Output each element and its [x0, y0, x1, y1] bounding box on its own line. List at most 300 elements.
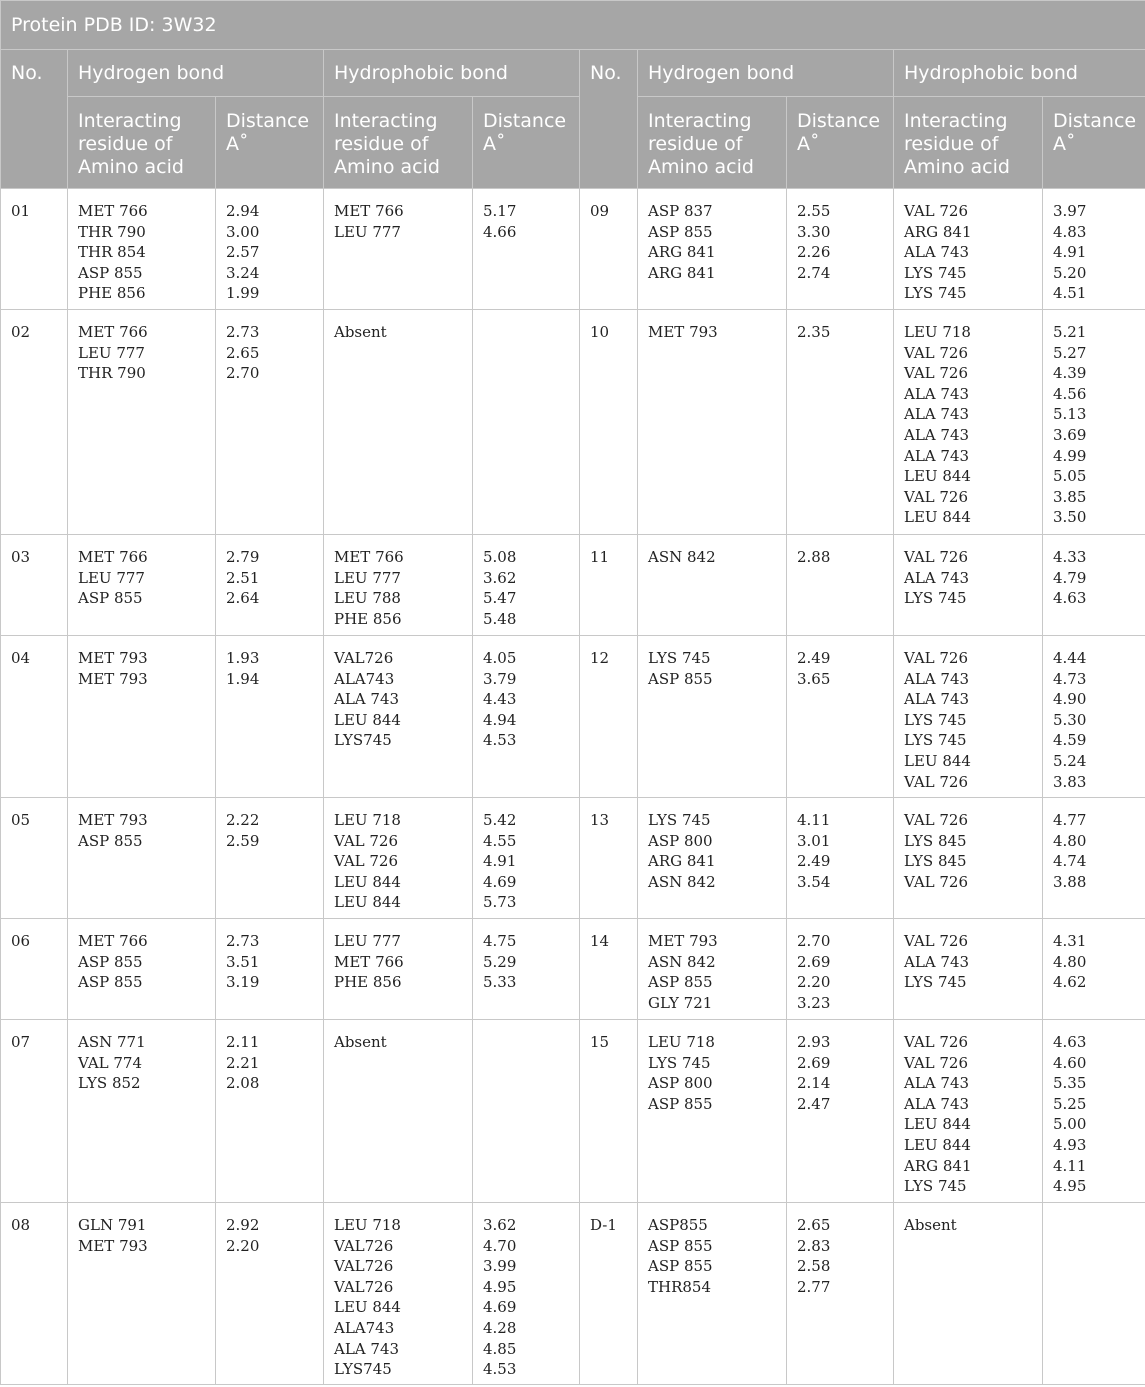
cell-line: 2.14: [797, 1074, 831, 1093]
cell-line: LEU 718: [334, 811, 401, 829]
cell-line: 4.55: [483, 831, 517, 850]
cell-line: 4.39: [1053, 364, 1087, 383]
cell-line: LYS745: [334, 1360, 392, 1379]
column-no-left: No.: [1, 50, 68, 189]
cell-line: VAL 774: [78, 1053, 143, 1072]
cell-line: 4.11: [1053, 1156, 1087, 1175]
cell-line: 3.01: [797, 831, 831, 850]
cell-line: 5.08: [483, 548, 517, 566]
cell-line: 4.95: [483, 1277, 517, 1296]
cell-line: 4.80: [1053, 831, 1087, 850]
cell-line: ASP 855: [78, 973, 143, 992]
cell-line: 2.69: [797, 1053, 831, 1072]
hbond-distances-cell: [216, 310, 324, 535]
hbond-distances-cell: [787, 535, 894, 636]
hydrophobic-distances-cell: [473, 189, 580, 310]
cell-line: 4.75: [483, 932, 517, 950]
cell-line: 4.95: [1053, 1177, 1087, 1196]
cell-line: MET 793: [78, 649, 148, 667]
cell-line: 5.73: [483, 893, 517, 912]
hydrophobic-residues-cell: [894, 1020, 1043, 1203]
hbond-residues-cell: [638, 1020, 787, 1203]
cell-line: 5.48: [483, 609, 517, 628]
cell-line: LYS 845: [904, 831, 967, 850]
compound-number-cell: 01: [1, 189, 68, 310]
cell-line: 4.31: [1053, 932, 1087, 950]
cell-line: 4.69: [483, 872, 517, 891]
cell-line: 2.83: [797, 1236, 831, 1255]
table-row: [1, 310, 1145, 535]
cell-line: ARG 841: [648, 263, 716, 282]
cell-line: 5.21: [1053, 323, 1087, 341]
cell-line: ARG 841: [648, 243, 716, 262]
hbond-residues-cell: [638, 535, 787, 636]
cell-line: 2.26: [797, 243, 831, 262]
subheader-hp-residue-right: Interacting residue of Amino acid: [894, 97, 1043, 189]
group-hydrophobic-bond-right: Hydrophobic bond: [894, 50, 1145, 97]
cell-line: MET 793: [648, 323, 718, 341]
compound-number-cell: 06: [1, 919, 68, 1020]
compound-number-cell: 09: [580, 189, 638, 310]
compound-number-cell: 12: [580, 636, 638, 798]
cell-line: LEU 844: [334, 710, 401, 729]
cell-line: VAL 726: [904, 649, 969, 667]
hbond-residues-cell: [68, 636, 216, 798]
cell-line: 3.83: [1053, 772, 1087, 791]
cell-line: 2.21: [226, 1053, 260, 1072]
cell-line: 4.85: [483, 1339, 517, 1358]
cell-line: ALA 743: [904, 568, 970, 587]
cell-line: 4.69: [483, 1298, 517, 1317]
cell-line: 5.33: [483, 973, 517, 992]
cell-line: LEU 777: [334, 932, 401, 950]
cell-line: THR 790: [78, 222, 146, 241]
cell-line: LYS 745: [904, 710, 967, 729]
cell-line: 3.51: [226, 952, 260, 971]
cell-line: LEU 777: [334, 568, 401, 587]
cell-line: 2.49: [797, 649, 831, 667]
cell-line: ALA 743: [904, 446, 970, 465]
cell-line: 5.17: [483, 202, 517, 220]
cell-line: VAL 726: [904, 1033, 969, 1051]
cell-line: 3.50: [1053, 508, 1087, 527]
cell-line: 4.91: [483, 852, 517, 871]
cell-line: MET 766: [78, 202, 148, 220]
cell-line: 3.00: [226, 222, 260, 241]
hbond-residues-cell: [638, 919, 787, 1020]
cell-line: 1.93: [226, 649, 260, 667]
cell-line: 5.30: [1053, 710, 1087, 729]
cell-line: 2.92: [226, 1216, 260, 1234]
hydrophobic-distances-cell: [473, 798, 580, 919]
cell-line: LEU 844: [904, 1115, 971, 1134]
cell-line: ALA 743: [904, 425, 970, 444]
hydrophobic-residues-cell: [324, 189, 473, 310]
cell-line: 2.57: [226, 243, 260, 262]
compound-number-cell: 13: [580, 798, 638, 919]
subheader-hb-distance-right: Distance A˚: [787, 97, 894, 189]
hydrophobic-distances-cell: [1043, 636, 1145, 798]
compound-number-cell: D-1: [580, 1203, 638, 1385]
cell-line: LEU 844: [334, 893, 401, 912]
cell-line: 4.51: [1053, 284, 1087, 303]
hydrophobic-distances-cell: [473, 636, 580, 798]
cell-line: 4.90: [1053, 690, 1087, 709]
hydrophobic-distances-cell: [473, 1020, 580, 1203]
cell-line: 3.24: [226, 263, 260, 282]
cell-line: ASP 855: [648, 973, 713, 992]
cell-line: VAL 726: [904, 932, 969, 950]
cell-line: PHE 856: [334, 973, 402, 992]
table-row: [1, 189, 1145, 310]
cell-line: VAL726: [334, 1257, 394, 1276]
compound-number-cell: 07: [1, 1020, 68, 1203]
cell-line: VAL 726: [334, 831, 399, 850]
cell-line: LYS745: [334, 731, 392, 750]
cell-line: 5.35: [1053, 1074, 1087, 1093]
cell-line: 5.42: [483, 811, 517, 829]
cell-line: 4.66: [483, 222, 517, 241]
cell-line: MET 793: [78, 1236, 148, 1255]
hbond-residues-cell: [68, 535, 216, 636]
cell-line: LYS 745: [648, 649, 711, 667]
cell-line: ASP 855: [648, 222, 713, 241]
hbond-distances-cell: [216, 535, 324, 636]
cell-line: 2.49: [797, 852, 831, 871]
cell-line: 4.94: [483, 710, 517, 729]
cell-line: 4.63: [1053, 589, 1087, 608]
cell-line: 4.33: [1053, 548, 1087, 566]
cell-line: ALA 743: [904, 384, 970, 403]
cell-line: 3.99: [483, 1257, 517, 1276]
hbond-distances-cell: [787, 310, 894, 535]
cell-line: 4.56: [1053, 384, 1087, 403]
cell-line: 4.05: [483, 649, 517, 667]
cell-line: LYS 745: [904, 731, 967, 750]
cell-line: 4.83: [1053, 222, 1087, 241]
cell-line: LEU 777: [78, 568, 145, 587]
hbond-distances-cell: [216, 189, 324, 310]
compound-number-cell: 03: [1, 535, 68, 636]
cell-line: LYS 745: [904, 284, 967, 303]
cell-line: 2.77: [797, 1277, 831, 1296]
cell-line: ASP 855: [78, 952, 143, 971]
cell-line: 5.47: [483, 589, 517, 608]
compound-number-cell: 08: [1, 1203, 68, 1385]
hbond-residues-cell: [638, 310, 787, 535]
table-row: [1, 636, 1145, 798]
cell-line: ASP 855: [648, 1236, 713, 1255]
table-row: [1, 798, 1145, 919]
table-title: Protein PDB ID: 3W32: [1, 1, 1145, 50]
cell-line: MET 766: [334, 952, 404, 971]
cell-line: 4.70: [483, 1236, 517, 1255]
hydrophobic-residues-cell: [324, 310, 473, 535]
cell-line: LYS 745: [648, 811, 711, 829]
hydrophobic-distances-cell: [1043, 1203, 1145, 1385]
cell-line: ARG 841: [904, 1156, 972, 1175]
cell-line: 3.23: [797, 993, 831, 1012]
cell-line: 2.69: [797, 952, 831, 971]
cell-line: LYS 745: [904, 263, 967, 282]
group-hydrophobic-bond-left: Hydrophobic bond: [324, 50, 580, 97]
subheader-hb-residue-left: Interacting residue of Amino acid: [68, 97, 216, 189]
cell-line: MET 766: [334, 548, 404, 566]
hydrophobic-residues-cell: [324, 1020, 473, 1203]
cell-line: 2.20: [226, 1236, 260, 1255]
compound-number-cell: 04: [1, 636, 68, 798]
cell-line: 2.11: [226, 1033, 260, 1051]
cell-line: LEU 844: [334, 1298, 401, 1317]
cell-line: 4.77: [1053, 811, 1087, 829]
cell-line: 5.00: [1053, 1115, 1087, 1134]
cell-line: VAL 726: [904, 872, 969, 891]
subheader-hp-distance-left: Distance A˚: [473, 97, 580, 189]
cell-line: 1.99: [226, 284, 260, 303]
cell-line: PHE 856: [78, 284, 146, 303]
hbond-distances-cell: [216, 919, 324, 1020]
hydrophobic-distances-cell: [473, 919, 580, 1020]
hbond-residues-cell: [638, 1203, 787, 1385]
group-hydrogen-bond-left: Hydrogen bond: [68, 50, 324, 97]
hbond-distances-cell: [787, 636, 894, 798]
cell-line: 5.24: [1053, 751, 1087, 770]
cell-line: ASP 855: [648, 669, 713, 688]
cell-line: ASN 842: [648, 548, 716, 566]
cell-line: 4.59: [1053, 731, 1087, 750]
cell-line: 3.54: [797, 872, 831, 891]
cell-line: LYS 745: [904, 589, 967, 608]
cell-line: ALA 743: [904, 690, 970, 709]
cell-line: ASP 800: [648, 831, 713, 850]
cell-line: 4.93: [1053, 1135, 1087, 1154]
cell-line: Absent: [334, 323, 387, 341]
hbond-residues-cell: [638, 189, 787, 310]
hydrophobic-residues-cell: [894, 189, 1043, 310]
cell-line: 4.28: [483, 1318, 517, 1337]
hbond-residues-cell: [68, 1020, 216, 1203]
cell-line: MET 793: [648, 932, 718, 950]
cell-line: 2.70: [797, 932, 831, 950]
hydrophobic-residues-cell: [894, 798, 1043, 919]
cell-line: 2.79: [226, 548, 260, 566]
hbond-distances-cell: [216, 636, 324, 798]
cell-line: VAL 726: [334, 852, 399, 871]
hydrophobic-distances-cell: [1043, 919, 1145, 1020]
cell-line: ASP 837: [648, 202, 713, 220]
cell-line: THR 790: [78, 364, 146, 383]
hbond-residues-cell: [68, 310, 216, 535]
cell-line: 2.59: [226, 831, 260, 850]
hbond-distances-cell: [787, 919, 894, 1020]
cell-line: 3.79: [483, 669, 517, 688]
cell-line: LEU 844: [904, 508, 971, 527]
cell-line: ASP 800: [648, 1074, 713, 1093]
subheader-hb-residue-right: Interacting residue of Amino acid: [638, 97, 787, 189]
cell-line: ALA743: [334, 669, 395, 688]
hydrophobic-distances-cell: [473, 310, 580, 535]
cell-line: ALA 743: [334, 1339, 400, 1358]
hbond-residues-cell: [638, 636, 787, 798]
hydrophobic-distances-cell: [1043, 189, 1145, 310]
cell-line: VAL 726: [904, 1053, 969, 1072]
cell-line: LEU 777: [334, 222, 401, 241]
cell-line: 2.65: [797, 1216, 831, 1234]
cell-line: GLN 791: [78, 1216, 147, 1234]
cell-line: ARG 841: [648, 852, 716, 871]
cell-line: LEU 844: [904, 751, 971, 770]
compound-number-cell: 05: [1, 798, 68, 919]
compound-number-cell: 14: [580, 919, 638, 1020]
hydrophobic-distances-cell: [1043, 310, 1145, 535]
cell-line: 3.88: [1053, 872, 1087, 891]
cell-line: Absent: [904, 1216, 957, 1234]
hbond-distances-cell: [216, 798, 324, 919]
cell-line: 4.91: [1053, 243, 1087, 262]
hydrophobic-residues-cell: [894, 919, 1043, 1020]
cell-line: 2.47: [797, 1094, 831, 1113]
cell-line: ARG 841: [904, 222, 972, 241]
cell-line: 5.29: [483, 952, 517, 971]
cell-line: 2.20: [797, 973, 831, 992]
cell-line: ASN 842: [648, 872, 716, 891]
hbond-residues-cell: [68, 189, 216, 310]
cell-line: LEU 718: [648, 1033, 715, 1051]
compound-number-cell: 15: [580, 1020, 638, 1203]
cell-line: LYS 845: [904, 852, 967, 871]
cell-line: LEU 844: [334, 872, 401, 891]
cell-line: ALA 743: [904, 1074, 970, 1093]
subheader-hb-distance-left: Distance A˚: [216, 97, 324, 189]
cell-line: 4.80: [1053, 952, 1087, 971]
cell-line: ALA 743: [334, 690, 400, 709]
cell-line: 2.08: [226, 1074, 260, 1093]
compound-number-cell: 10: [580, 310, 638, 535]
hydrophobic-residues-cell: [324, 1203, 473, 1385]
cell-line: ASP 855: [78, 263, 143, 282]
cell-line: ASP 855: [78, 831, 143, 850]
hydrophobic-distances-cell: [473, 535, 580, 636]
subheader-hp-residue-left: Interacting residue of Amino acid: [324, 97, 473, 189]
cell-line: VAL 726: [904, 811, 969, 829]
cell-line: 2.94: [226, 202, 260, 220]
cell-line: 5.27: [1053, 343, 1087, 362]
cell-line: 2.74: [797, 263, 831, 282]
table-body: [1, 189, 1145, 1385]
hbond-distances-cell: [787, 1020, 894, 1203]
cell-line: 4.62: [1053, 973, 1087, 992]
table-row: [1, 1203, 1145, 1385]
compound-number-cell: 02: [1, 310, 68, 535]
cell-line: VAL726: [334, 1277, 394, 1296]
hbond-residues-cell: [68, 1203, 216, 1385]
hbond-distances-cell: [787, 1203, 894, 1385]
cell-line: 2.65: [226, 343, 260, 362]
cell-line: 4.53: [483, 1360, 517, 1379]
column-no-right: No.: [580, 50, 638, 189]
cell-line: 3.69: [1053, 425, 1087, 444]
cell-line: VAL726: [334, 1236, 394, 1255]
hydrophobic-distances-cell: [1043, 1020, 1145, 1203]
cell-line: MET 766: [78, 323, 148, 341]
cell-line: 2.55: [797, 202, 831, 220]
cell-line: THR854: [648, 1277, 712, 1296]
hydrophobic-distances-cell: [473, 1203, 580, 1385]
cell-line: 2.64: [226, 589, 260, 608]
hbond-distances-cell: [216, 1020, 324, 1203]
cell-line: 4.74: [1053, 852, 1087, 871]
cell-line: GLY 721: [648, 993, 713, 1012]
hbond-distances-cell: [787, 189, 894, 310]
cell-line: ALA 743: [904, 243, 970, 262]
cell-line: 3.97: [1053, 202, 1087, 220]
cell-line: 2.22: [226, 811, 260, 829]
cell-line: VAL 726: [904, 343, 969, 362]
hydrophobic-residues-cell: [324, 798, 473, 919]
cell-line: 4.99: [1053, 446, 1087, 465]
cell-line: 3.65: [797, 669, 831, 688]
cell-line: 4.53: [483, 731, 517, 750]
cell-line: 5.20: [1053, 263, 1087, 282]
cell-line: MET 766: [78, 932, 148, 950]
group-hydrogen-bond-right: Hydrogen bond: [638, 50, 894, 97]
cell-line: LEU 718: [334, 1216, 401, 1234]
hbond-residues-cell: [68, 919, 216, 1020]
compound-number-cell: 11: [580, 535, 638, 636]
cell-line: 4.73: [1053, 669, 1087, 688]
hbond-residues-cell: [638, 798, 787, 919]
cell-line: VAL726: [334, 649, 394, 667]
cell-line: 2.88: [797, 548, 831, 566]
cell-line: 5.05: [1053, 467, 1087, 486]
cell-line: 2.51: [226, 568, 260, 587]
cell-line: 5.25: [1053, 1094, 1087, 1113]
cell-line: 2.35: [797, 323, 831, 341]
cell-line: 3.85: [1053, 487, 1087, 506]
cell-line: LEU 844: [904, 467, 971, 486]
cell-line: ASP 855: [78, 589, 143, 608]
cell-line: MET 766: [78, 548, 148, 566]
cell-line: 5.13: [1053, 405, 1087, 424]
hbond-distances-cell: [216, 1203, 324, 1385]
subheader-hp-distance-right: Distance A˚: [1043, 97, 1145, 189]
cell-line: 1.94: [226, 669, 260, 688]
cell-line: VAL 726: [904, 202, 969, 220]
cell-line: 2.93: [797, 1033, 831, 1051]
hbond-distances-cell: [787, 798, 894, 919]
cell-line: THR 854: [78, 243, 146, 262]
cell-line: ALA 743: [904, 952, 970, 971]
cell-line: LEU 788: [334, 589, 401, 608]
cell-line: 2.58: [797, 1257, 831, 1276]
cell-line: 4.43: [483, 690, 517, 709]
hydrophobic-residues-cell: [324, 535, 473, 636]
cell-line: 3.62: [483, 1216, 517, 1234]
cell-line: MET 793: [78, 669, 148, 688]
table-row: [1, 535, 1145, 636]
cell-line: LYS 745: [648, 1053, 711, 1072]
cell-line: LEU 718: [904, 323, 971, 341]
cell-line: LEU 844: [904, 1135, 971, 1154]
hydrophobic-residues-cell: [894, 1203, 1043, 1385]
hydrophobic-residues-cell: [894, 535, 1043, 636]
cell-line: ASN 842: [648, 952, 716, 971]
cell-line: 3.30: [797, 222, 831, 241]
table-row: [1, 919, 1145, 1020]
hbond-residues-cell: [68, 798, 216, 919]
cell-line: VAL 726: [904, 772, 969, 791]
cell-line: ASP855: [648, 1216, 708, 1234]
